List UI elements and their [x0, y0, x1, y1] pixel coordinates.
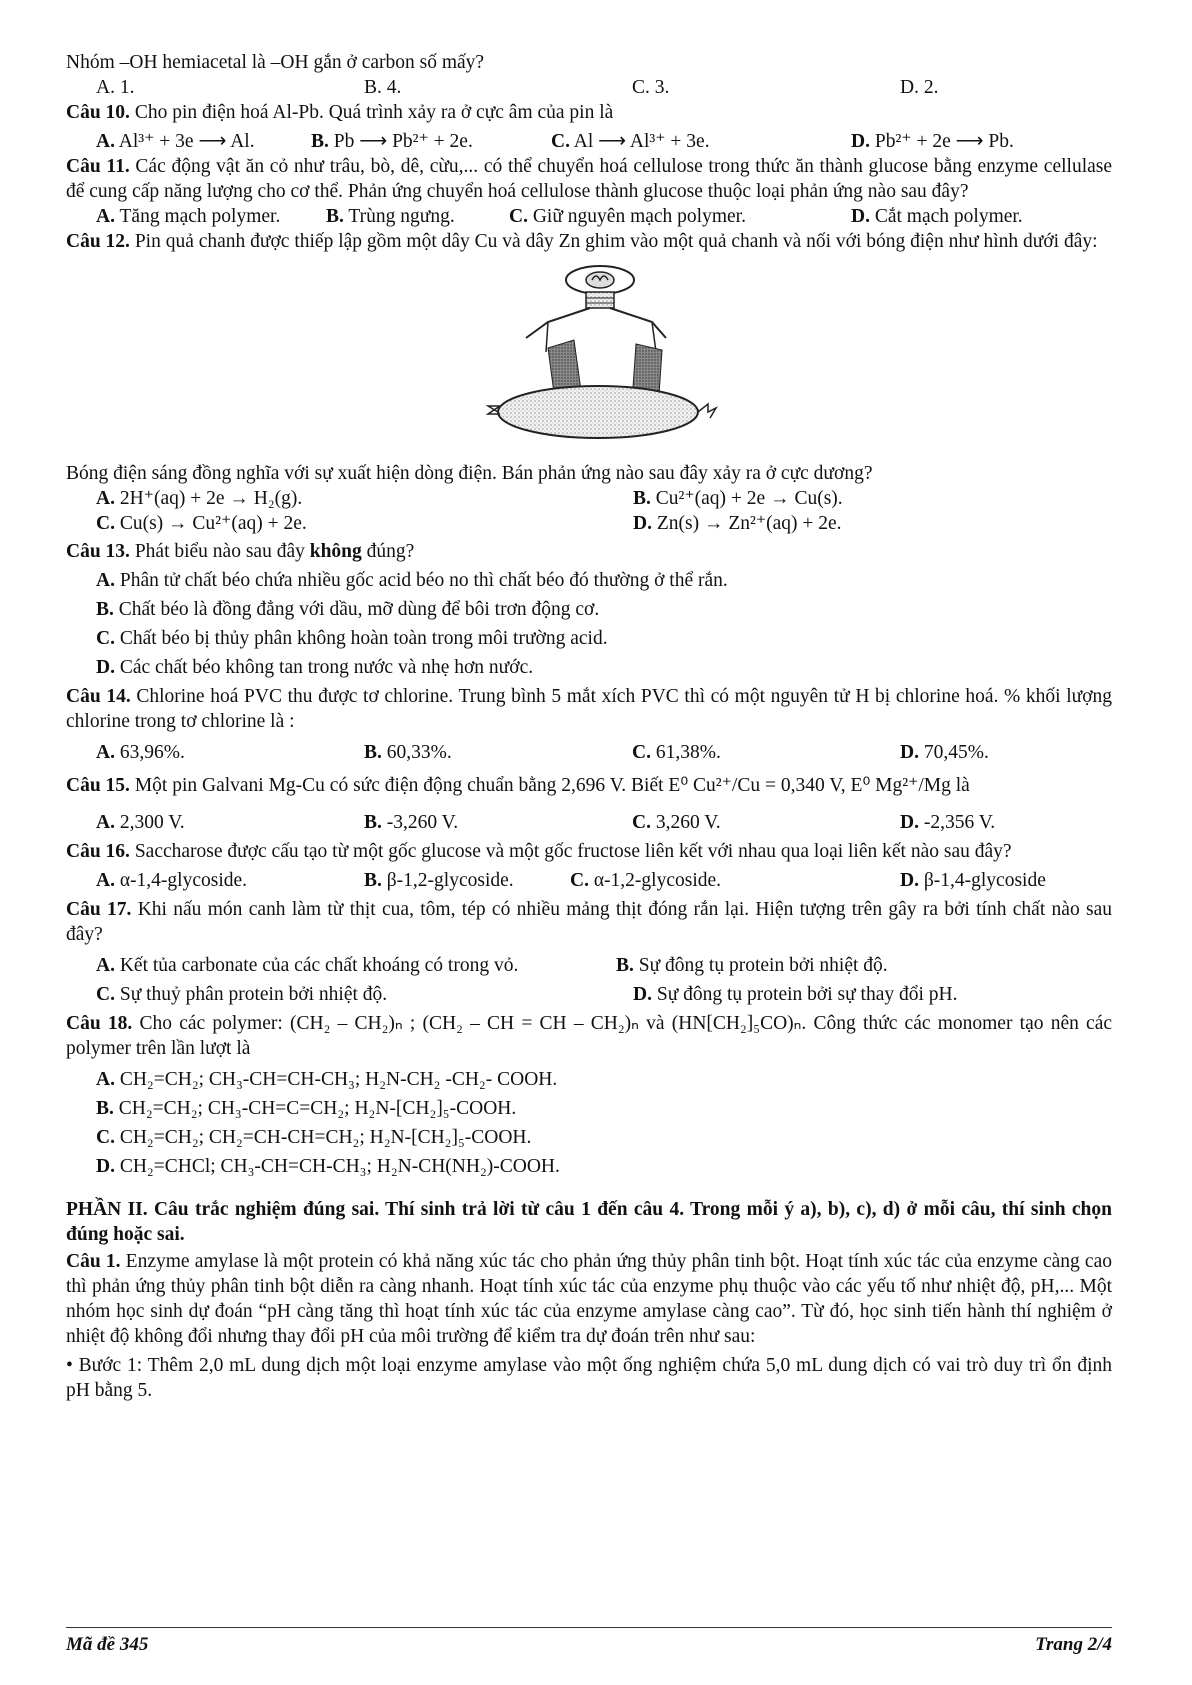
option-c: Chất béo bị thủy phân không hoàn toàn trong môi trường acid. [119, 628, 608, 649]
option-a-label: A. [96, 870, 115, 891]
option-d-label: D. [900, 870, 919, 891]
option-a-label: A. [96, 570, 115, 591]
option-b-label: B. [364, 742, 382, 763]
option-b-label: B. [326, 206, 344, 227]
option-c-line [66, 1125, 1112, 1150]
question-label: Câu 14. [66, 686, 131, 707]
potential-mg: E⁰ Mg²⁺/Mg [850, 775, 951, 796]
option-b: 60,33%. [386, 742, 452, 763]
intro-options [66, 75, 1112, 100]
question-12 [66, 229, 1112, 254]
potential-cu: E⁰ Cu²⁺/Cu = 0,340 V, [668, 775, 846, 796]
option-b: Trùng ngưng. [348, 206, 455, 227]
question-text: Cho các polymer: [139, 1013, 283, 1034]
exam-code: Mã đề 345 [66, 1634, 149, 1655]
option-b: Chất béo là đồng đẳng với dầu, mỡ dùng để bôi trơn động cơ. [118, 599, 600, 620]
page-number: Trang 2/4 [1035, 1634, 1112, 1655]
option-b: -3,260 V. [386, 812, 459, 833]
option-d-label: D. [633, 984, 652, 1005]
option-c: Sự thuỷ phân protein bởi nhiệt độ. [119, 984, 388, 1005]
question-14 [66, 684, 1112, 734]
question-10-options [66, 129, 1112, 154]
option-c-label: C. [96, 984, 115, 1005]
option-a-label: A. [96, 742, 115, 763]
option-d: Sự đông tụ protein bởi sự thay đổi pH. [656, 984, 958, 1005]
option-d: -2,356 V. [923, 812, 996, 833]
option-d: Các chất béo không tan trong nước và nhẹ hơn nước. [119, 657, 534, 678]
option-b-line [66, 1096, 1112, 1121]
question-15-options [66, 810, 1112, 835]
option-b-label: B. [364, 812, 382, 833]
question-12-options-row1 [66, 486, 1112, 511]
option-a: Al³⁺ + 3e ⟶ Al. [118, 131, 255, 152]
option-d: D. 2. [900, 77, 939, 98]
option-c: 61,38%. [655, 742, 721, 763]
option-c: Cu(s) → Cu²⁺(aq) + 2e. [119, 513, 307, 534]
option-a: Kết tủa carbonate của các chất khoáng có trong vỏ. [119, 955, 519, 976]
option-b: Cu²⁺(aq) + 2e → Cu(s). [655, 488, 843, 509]
question-text: Khi nấu món canh làm từ thịt cua, tôm, tép có nhiều mảng thịt đóng rắn lại. Hiện tượng trên gây ra bởi tính chất nào sau đây? [66, 899, 1113, 945]
page-footer [66, 1627, 1112, 1656]
question-text: Saccharose được cấu tạo từ một gốc glucose và một gốc fructose liên kết với nhau qua loại liên kết nào sau đây? [134, 841, 1012, 862]
exam-page [66, 50, 1112, 1403]
option-c-label: C. [96, 513, 115, 534]
option-d: 70,45%. [923, 742, 989, 763]
option-a-label: A. [96, 812, 115, 833]
option-c-label: C. [551, 131, 570, 152]
option-b: β-1,2-glycoside. [386, 870, 514, 891]
question-text: Pin quả chanh được thiếp lập gồm một dây Cu và dây Zn ghim vào một quả chanh và nối với bóng điện như hình dưới đây: [134, 231, 1098, 252]
polymer-formulas: (CH₂ – CH₂)ₙ ; (CH₂ – CH = CH – CH₂)ₙ và (HN[CH₂]₅CO)ₙ [289, 1013, 802, 1034]
option-c: α-1,2-glycoside. [593, 870, 722, 891]
option-b-line [66, 597, 1112, 622]
option-c-label: C. [632, 812, 651, 833]
question-label: Câu 15. [66, 775, 130, 796]
option-c: Giữ nguyên mạch polymer. [532, 206, 746, 227]
question-11-options [66, 204, 1112, 229]
option-a-label: A. [96, 206, 115, 227]
option-b-label: B. [616, 955, 634, 976]
question-text: Một pin Galvani Mg-Cu có sức điện động chuẩn bằng 2,696 V. Biết [134, 775, 664, 796]
question-label: Câu 1. [66, 1251, 121, 1272]
question-text-end: . Công thức các monomer tạo nên các polymer trên lần lượt là [66, 1013, 1113, 1059]
option-a: A. 1. [96, 77, 135, 98]
question-text: Cho pin điện hoá Al-Pb. Quá trình xảy ra ở cực âm của pin là [134, 102, 614, 123]
option-b: Pb ⟶ Pb²⁺ + 2e. [333, 131, 473, 152]
option-c: C. 3. [632, 77, 670, 98]
question-17-options-row1 [66, 953, 1112, 978]
option-d-label: D. [851, 206, 870, 227]
question-label: Câu 13. [66, 541, 130, 562]
option-a-label: A. [96, 488, 115, 509]
option-a: CH₂=CH₂; CH₃-CH=CH-CH₃; H₂N-CH₂ -CH₂- COOH. [119, 1069, 558, 1090]
question-label: Câu 17. [66, 899, 132, 920]
option-d-label: D. [900, 742, 919, 763]
option-d-line [66, 1154, 1112, 1179]
option-b: Sự đông tụ protein bởi nhiệt độ. [638, 955, 888, 976]
question-label: Câu 12. [66, 231, 130, 252]
option-d: β-1,4-glycoside [923, 870, 1046, 891]
question-14-options [66, 740, 1112, 765]
option-a: 2,300 V. [119, 812, 185, 833]
option-a: Tăng mạch polymer. [119, 206, 281, 227]
option-d: Pb²⁺ + 2e ⟶ Pb. [874, 131, 1014, 152]
option-a-label: A. [96, 955, 115, 976]
option-c: CH₂=CH₂; CH₂=CH-CH=CH₂; H₂N-[CH₂]₅-COOH. [119, 1127, 532, 1148]
question-18 [66, 1011, 1112, 1061]
intro-question: Nhóm –OH hemiacetal là –OH gắn ở carbon số mấy? [66, 52, 485, 73]
option-b-label: B. [96, 1098, 114, 1119]
option-d-line [66, 655, 1112, 680]
option-d-label: D. [96, 1156, 115, 1177]
option-c-label: C. [570, 870, 589, 891]
part-2-question-1 [66, 1249, 1112, 1349]
lemon-battery-figure [486, 260, 736, 450]
option-b-label: B. [311, 131, 329, 152]
option-d-label: D. [851, 131, 870, 152]
question-12-continuation: Bóng điện sáng đồng nghĩa với sự xuất hiện dòng điện. Bán phản ứng nào sau đây xảy ra ở cực dương? [66, 463, 873, 484]
question-11 [66, 154, 1112, 204]
question-text: Phát biểu nào sau đây [134, 541, 310, 562]
question-15 [66, 773, 1112, 798]
option-c-line [66, 626, 1112, 651]
option-b: B. 4. [364, 77, 402, 98]
question-label: Câu 10. [66, 102, 130, 123]
question-text-end: đúng? [361, 541, 415, 562]
option-b-label: B. [364, 870, 382, 891]
option-a-label: A. [96, 1069, 115, 1090]
option-a: 63,96%. [119, 742, 185, 763]
option-c: 3,260 V. [655, 812, 721, 833]
question-12-options-row2 [66, 511, 1112, 536]
question-17 [66, 897, 1112, 947]
option-d-label: D. [633, 513, 652, 534]
question-emphasis: không [309, 541, 362, 562]
option-a: Phân tử chất béo chứa nhiều gốc acid béo no thì chất béo đó thường ở thể rắn. [119, 570, 728, 591]
option-c-label: C. [632, 742, 651, 763]
option-b-label: B. [633, 488, 651, 509]
option-a-label: A. [96, 131, 115, 152]
question-16-options [66, 868, 1112, 893]
question-text-end: là [955, 775, 970, 796]
option-d: CH₂=CHCl; CH₃-CH=CH-CH₃; H₂N-CH(NH₂)-COOH. [119, 1156, 560, 1177]
option-c-label: C. [509, 206, 528, 227]
option-b: CH₂=CH₂; CH₃-CH=C=CH₂; H₂N-[CH₂]₅-COOH. [118, 1098, 517, 1119]
option-b-label: B. [96, 599, 114, 620]
option-d: Cắt mạch polymer. [874, 206, 1023, 227]
option-d-label: D. [900, 812, 919, 833]
option-c-label: C. [96, 628, 115, 649]
option-a: 2H⁺(aq) + 2e → H₂(g). [119, 488, 303, 509]
question-label: Câu 16. [66, 841, 130, 862]
question-13 [66, 539, 1112, 564]
question-text: Enzyme amylase là một protein có khả năng xúc tác cho phản ứng thủy phân tinh bột. Hoạt tính xúc tác của enzyme càng cao thì phản ứng thủy phân tinh bột diễn ra càng nhanh. Hoạt tính xúc tác của enzyme phụ thuộc vào các yếu tố như nhiệt độ, pH,... Một nhóm học sinh dự đoán “pH càng tăng thì hoạt tính xúc tác của enzyme amylase càng cao”. Từ đó, học sinh tiến hành thí nghiệm ở nhiệt độ không đổi nhưng thay đổi pH của môi trường để kiểm tra dự đoán trên như sau: [66, 1251, 1112, 1347]
option-a-line [66, 1067, 1112, 1092]
question-label: Câu 18. [66, 1013, 133, 1034]
option-d: Zn(s) → Zn²⁺(aq) + 2e. [656, 513, 842, 534]
question-10 [66, 100, 1112, 125]
question-17-options-row2 [66, 982, 1112, 1007]
option-c: Al ⟶ Al³⁺ + 3e. [573, 131, 710, 152]
option-d-label: D. [96, 657, 115, 678]
part-2-heading: PHẦN II. Câu trắc nghiệm đúng sai. Thí sinh trả lời từ câu 1 đến câu 4. Trong mỗi ý a), b), c), d) ở mỗi câu, thí sinh chọn đúng hoặc sai. [66, 1199, 1112, 1245]
question-label: Câu 11. [66, 156, 130, 177]
question-text: Chlorine hoá PVC thu được tơ chlorine. Trung bình 5 mắt xích PVC thì có một nguyên tử H bị chlorine hoá. % khối lượng chlorine trong tơ chlorine là : [66, 686, 1113, 732]
step-1: • Bước 1: Thêm 2,0 mL dung dịch một loại enzyme amylase vào một ống nghiệm chứa 5,0 mL dung dịch có vai trò duy trì ổn định pH bằng 5. [66, 1355, 1112, 1401]
question-text: Các động vật ăn cỏ như trâu, bò, dê, cừu,... có thể chuyển hoá cellulose trong thức ăn thành glucose bằng enzyme cellulase để cung cấp năng lượng cho cơ thể. Phản ứng chuyển hoá cellulose thành glucose thuộc loại phản ứng nào sau đây? [66, 156, 1113, 202]
option-a-line [66, 568, 1112, 593]
question-16 [66, 839, 1112, 864]
option-c-label: C. [96, 1127, 115, 1148]
option-a: α-1,4-glycoside. [119, 870, 248, 891]
